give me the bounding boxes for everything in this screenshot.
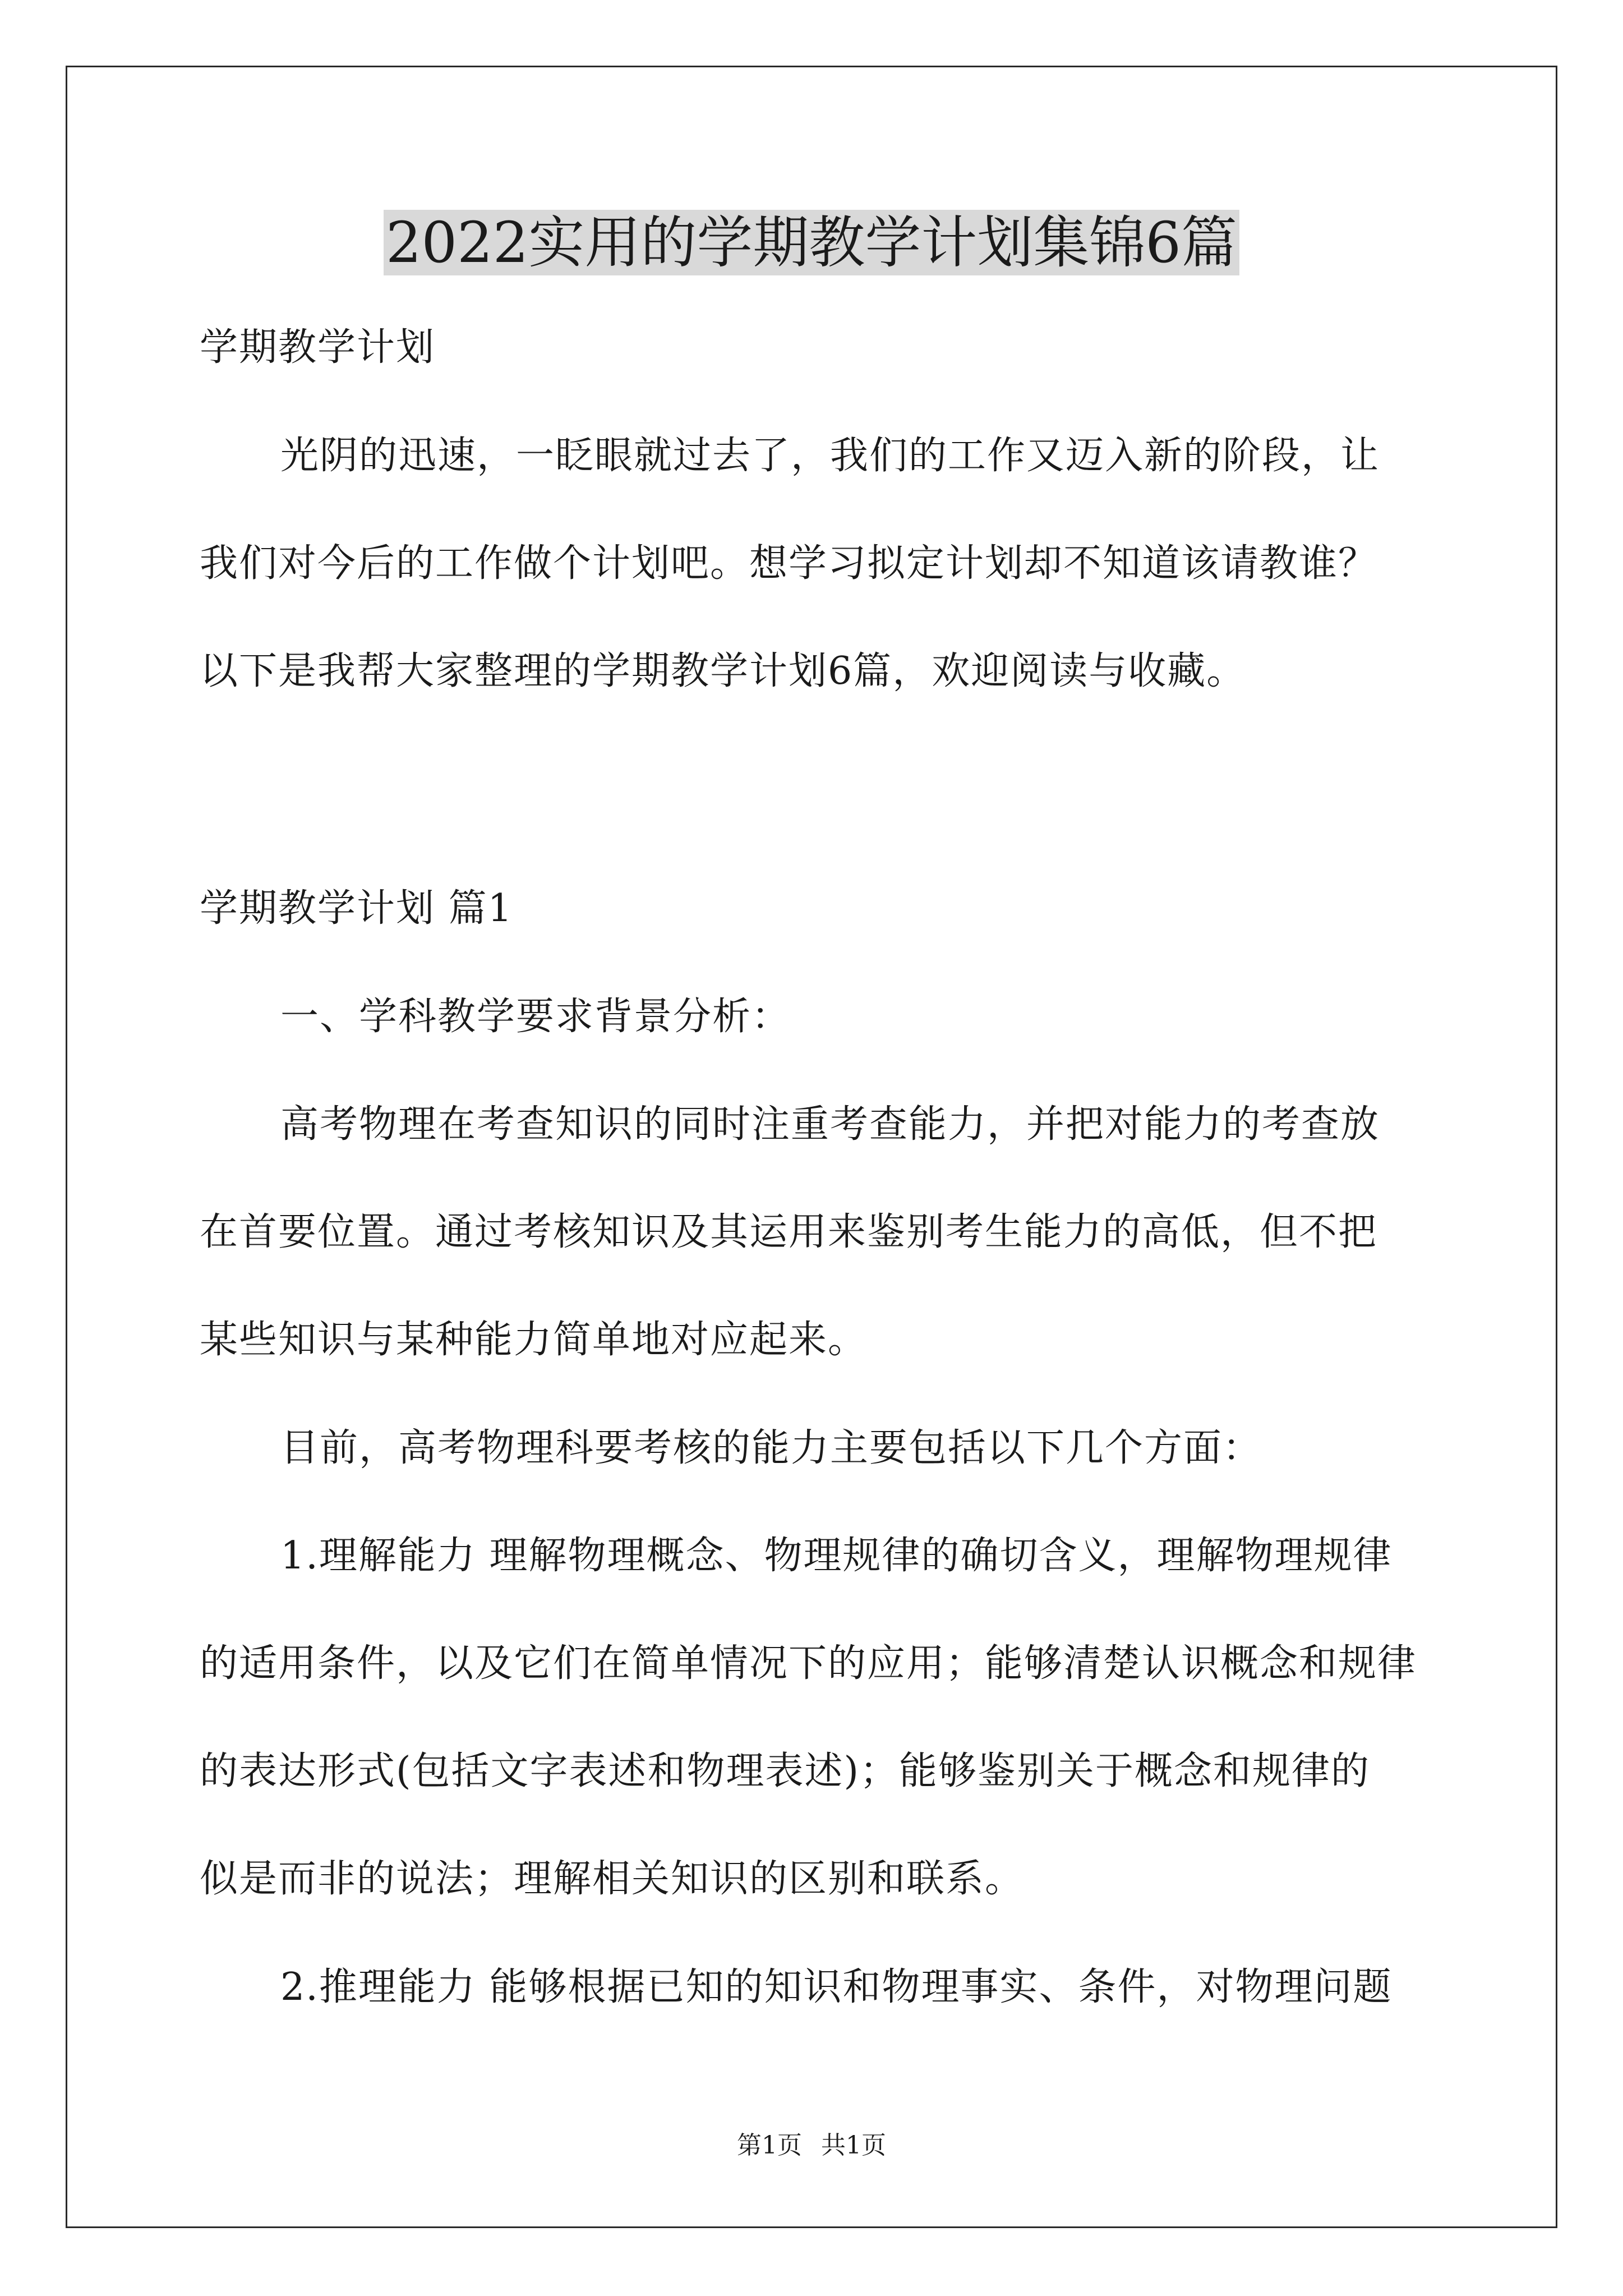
intro-paragraph-line-2: 我们对今后的工作做个计划吧。想学习拟定计划却不知道该请教谁？: [200, 541, 1378, 586]
paragraph-line: 目前，高考物理科要考核的能力主要包括以下几个方面：: [280, 1426, 1262, 1470]
page-number-footer: 第1页 共1页: [737, 2131, 886, 2160]
section-heading: 学期教学计划: [200, 325, 436, 370]
subsection-heading: 一、学科教学要求背景分析：: [280, 995, 791, 1039]
part-heading: 学期教学计划 篇1: [200, 886, 513, 931]
paragraph-line: 2.推理能力 能够根据已知的知识和物理事实、条件，对物理问题: [280, 1965, 1393, 2009]
intro-paragraph-line-3: 以下是我帮大家整理的学期教学计划6篇，欢迎阅读与收藏。: [200, 649, 1246, 693]
document-title: 2022实用的学期教学计划集锦6篇: [0, 204, 1623, 282]
paragraph-line: 的表达形式(包括文字表述和物理表述)；能够鉴别关于概念和规律的: [200, 1749, 1371, 1793]
paragraph-line: 似是而非的说法；理解相关知识的区别和联系。: [200, 1857, 1025, 1901]
paragraph-line: 1.理解能力 理解物理概念、物理规律的确切含义，理解物理规律: [280, 1534, 1393, 1578]
paragraph-line: 某些知识与某种能力简单地对应起来。: [200, 1318, 868, 1362]
intro-paragraph-line-1: 光阴的迅速，一眨眼就过去了，我们的工作又迈入新的阶段，让: [280, 434, 1380, 478]
paragraph-line: 高考物理在考查知识的同时注重考查能力，并把对能力的考查放: [280, 1102, 1380, 1147]
paragraph-line: 的适用条件，以及它们在简单情况下的应用；能够清楚认识概念和规律: [200, 1641, 1417, 1686]
paragraph-line: 在首要位置。通过考核知识及其运用来鉴别考生能力的高低，但不把: [200, 1210, 1378, 1254]
